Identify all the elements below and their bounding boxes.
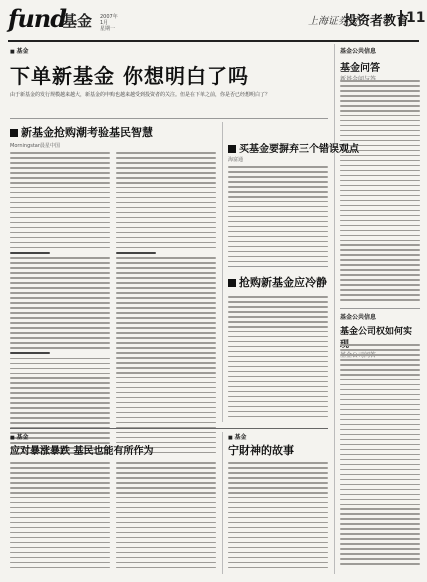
fund-logo-chinese: 基金: [62, 12, 93, 30]
bullet-square: [10, 129, 18, 137]
article-4-text-a: [10, 462, 110, 572]
page-number: 11: [400, 10, 425, 26]
sidebar-heading[interactable]: 基金问答: [340, 63, 380, 74]
article-2-byline: 海富通: [228, 157, 244, 163]
divider: [228, 266, 328, 267]
divider: [340, 308, 420, 309]
issue-line: 2007年: [100, 14, 118, 20]
masthead: [8, 4, 426, 42]
article-4-tag: ■ 基金: [10, 432, 28, 441]
sidebar-tag: 基金公共信息: [340, 314, 377, 321]
article-1-text-b: [116, 152, 216, 457]
fund-logo: fund: [8, 4, 67, 33]
sidebar: [340, 46, 420, 83]
sidebar-text-block: [340, 80, 420, 304]
issue-info: [100, 14, 118, 32]
article-2-text: [228, 166, 328, 266]
issue-line: 星期一: [100, 26, 116, 32]
issue-line: 1月: [100, 20, 109, 26]
divider: [10, 428, 328, 429]
article-4-title[interactable]: 应对暴涨暴跌 基民也能有所作为: [10, 446, 154, 457]
article-3-text: [228, 296, 328, 421]
bullet-square: [228, 279, 236, 287]
top-story-lead: 由于新基金的发行规模越来越大，新基金的申购也越来越受到投资者的关注。但是在下单之前，你是否已经想明白了？: [10, 92, 271, 98]
top-story-headline[interactable]: 下单新基金 你想明白了吗: [10, 64, 249, 88]
sidebar-divider: [334, 44, 335, 574]
article-5-tag: ■ 基金: [228, 432, 246, 441]
sidebar-text-block: [340, 344, 420, 568]
divider: [10, 118, 328, 119]
article-1-text-a: [10, 152, 110, 457]
article-2-title[interactable]: 买基金要摒弃三个错误观点: [228, 140, 359, 155]
article-1-title[interactable]: 新基金抢购潮考验基民智慧: [10, 124, 153, 140]
sidebar-heading[interactable]: 基金公司权如何实: [340, 327, 413, 337]
section-title: 投资者教育: [344, 14, 410, 29]
bullet-square: [228, 145, 236, 153]
article-5-title[interactable]: 宁財神的故事: [228, 444, 294, 457]
top-story-tag: ■ 基金: [10, 46, 28, 55]
sidebar-tag: 基金公共信息: [340, 48, 377, 55]
article-4-text-b: [116, 462, 216, 572]
article-5-text: [228, 462, 328, 572]
article-3-title[interactable]: 抢购新基金应冷静: [228, 274, 327, 290]
article-1-byline: Morningstar晨星中国: [10, 143, 60, 149]
column-divider: [222, 432, 223, 574]
paper-name: 上海证券报: [308, 16, 358, 27]
column-divider: [222, 122, 223, 422]
